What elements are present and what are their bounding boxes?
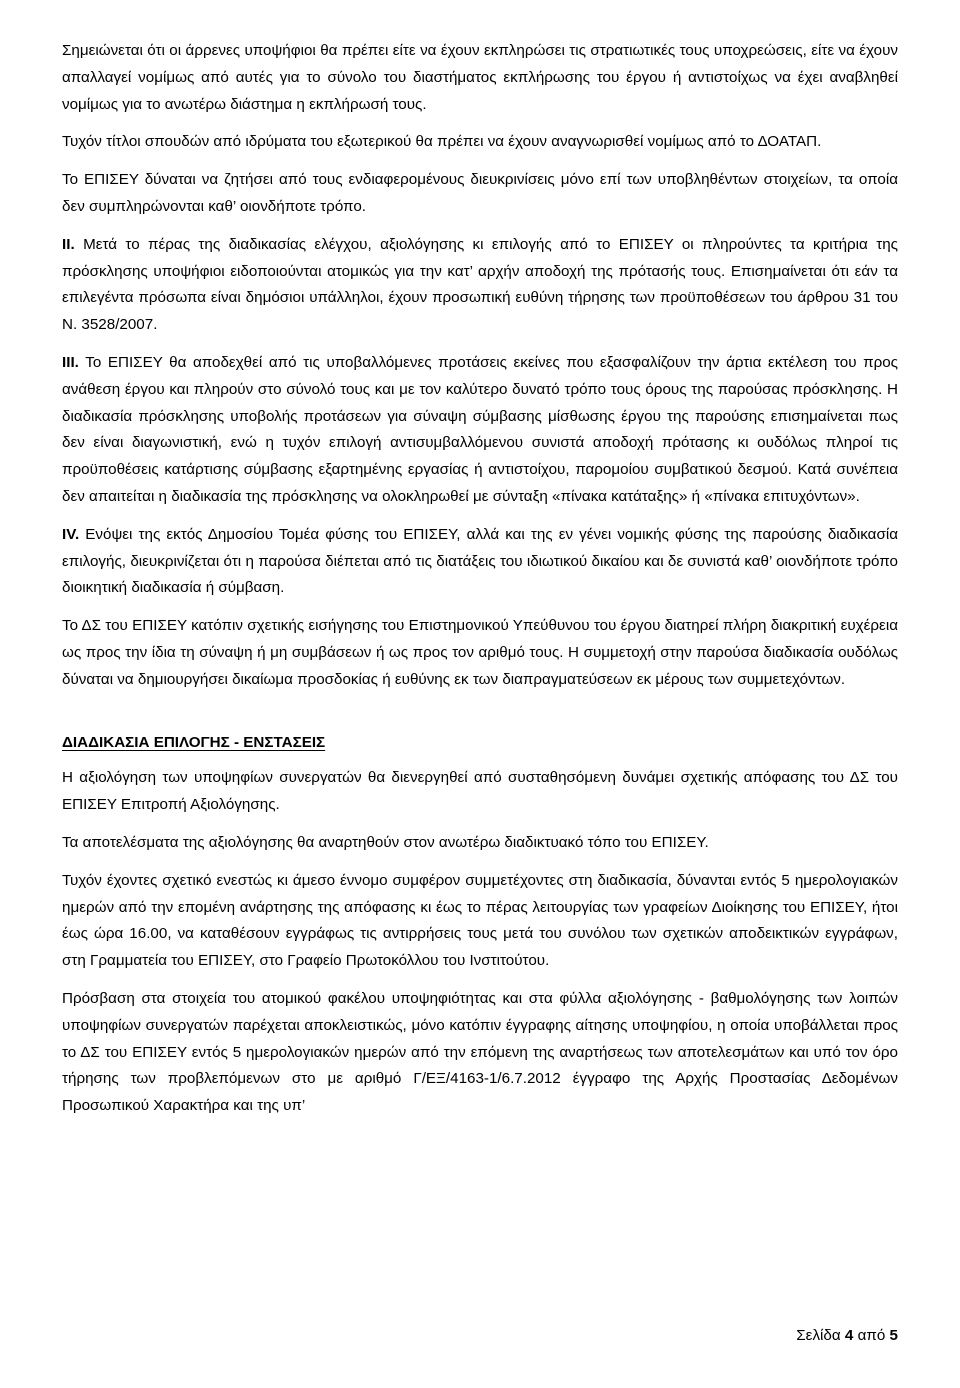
paragraph-text: Ενόψει της εκτός Δημοσίου Τομέα φύσης του ΕΠΙΣΕΥ, αλλά και της εν γένει νομικής φύσης της παρούσης διαδικασία επιλογής, διευκρινίζεται ότι η παρούσα διέπεται από τις διατάξεις του ιδιωτικού δικαίου και δε συνιστά καθ’ οιονδήποτε τρόπο διοικητική διαδικασία ή σύμβαση. bbox=[62, 525, 898, 597]
paragraph-evaluation-committee bbox=[62, 765, 898, 819]
paragraph-file-access bbox=[62, 986, 898, 1120]
paragraph-section-iv bbox=[62, 522, 898, 602]
paragraph-text: Η αξιολόγηση των υποψηφίων συνεργατών θα διενεργηθεί από συσταθησόμενη δυνάμει σχετικής απόφασης του ΔΣ του ΕΠΙΣΕΥ Επιτροπή Αξιολόγησης. bbox=[62, 769, 898, 814]
section-numeral: ΙΙ. bbox=[62, 235, 75, 253]
paragraph-objections bbox=[62, 868, 898, 975]
paragraph-board-discretion bbox=[62, 613, 898, 693]
paragraph-military-obligations bbox=[62, 38, 898, 118]
paragraph-section-ii bbox=[62, 232, 898, 339]
total-pages: 5 bbox=[889, 1327, 898, 1344]
section-numeral: IV. bbox=[62, 525, 80, 543]
paragraph-text: Τυχόν έχοντες σχετικό ενεστώς κι άμεσο έννομο συμφέρον συμμετέχοντες στη διαδικασία, δύνανται εντός 5 ημερολογιακών ημερών από την επομένη ανάρτησης της απόφασης κι έως το πέρας λειτουργίας των γραφείων Διοίκησης του ΕΠΙΣΕΥ, ήτοι έως ώρα 16.00, να καταθέσουν εγγράφως τις αντιρρήσεις τους μετά του συνόλου των σχετικών αποδεικτικών εγγράφων, στη Γραμματεία του ΕΠΙΣΕΥ, στο Γραφείο Πρωτοκόλλου του Ινστιτούτου. bbox=[62, 871, 898, 970]
paragraph-text: Μετά το πέρας της διαδικασίας ελέγχου, αξιολόγησης κι επιλογής από το ΕΠΙΣΕΥ οι πληρούντες τα κριτήρια της πρόσκλησης υποψήφιοι ειδοποιούνται ατομικώς για την κατ’ αρχήν αποδοχή της πρότασής τους. Επισημαίνεται ότι εάν τα επιλεγέντα πρόσωπα είναι δημόσιοι υπάλληλοι, έχουν προσωπική ευθύνη τήρησης των προϋποθέσεων του άρθρου 31 του Ν. 3528/2007. bbox=[62, 235, 898, 334]
section-heading: ΔΙΑΔΙΚΑΣΙΑ ΕΠΙΛΟΓΗΣ - ΕΝΣΤΑΣΕΙΣ bbox=[62, 733, 326, 751]
paragraph-text: Πρόσβαση στα στοιχεία του ατομικού φακέλου υποψηφιότητας και στα φύλλα αξιολόγησης - βαθμολόγησης των λοιπών υποψηφίων συνεργατών παρέχεται αποκλειστικώς, μόνο κατόπιν έγγραφης αίτησης υποψηφίου, η οποία υποβάλλεται προς το ΔΣ του ΕΠΙΣΕΥ εντός 5 ημερολογιακών ημερών από την επόμενη της αναρτήσεως των αποτελεσμάτων και υπό τον όρο τήρησης των προβλεπόμενων στο με αριθμό Γ/ΕΞ/4163-1/6.7.2012 έγγραφο της Αρχής Προστασίας Δεδομένων Προσωπικού Χαρακτήρα και της υπ’ bbox=[62, 989, 898, 1115]
current-page: 4 bbox=[844, 1327, 854, 1344]
paragraph-text: Το ΕΠΙΣΕΥ θα αποδεχθεί από τις υποβαλλόμενες προτάσεις εκείνες που εξασφαλίζουν την άρτια εκτέλεση του προς ανάθεση έργου και πληρούν στο σύνολό τους και με τον καλύτερο δυνατό τρόπο τους όρους της παρούσας πρόσκλησης. Η διαδικασία πρόσκλησης υποβολής προτάσεων για σύναψη σύμβασης μίσθωσης έργου της παρούσης επισημαίνεται πως δεν είναι διαγωνιστική, ενώ η τυχόν επιλογή αντισυμβαλλόμενου συνιστά αποδοχή πρότασης κι ουδόλως πληροί τις προϋποθέσεις κατάρτισης σύμβασης εξαρτημένης εργασίας ή αντιστοίχου, παρομοίου συμβατικού δεσμού. Κατά συνέπεια δεν απαιτείται η διαδικασία της πρόσκλησης να ολοκληρωθεί με σύνταξη «πίνακα κατάταξης» ή «πίνακα επιτυχόντων». bbox=[62, 353, 898, 505]
paragraph-results-posting bbox=[62, 830, 898, 857]
page-number bbox=[796, 1323, 898, 1349]
paragraph-clarifications bbox=[62, 167, 898, 221]
document-page bbox=[62, 38, 898, 1131]
paragraph-text: Σημειώνεται ότι οι άρρενες υποψήφιοι θα πρέπει είτε να έχουν εκπληρώσει τις στρατιωτικές τους υποχρεώσεις, είτε να έχουν απαλλαγεί νομίμως από αυτές για το σύνολο του διαστήματος εκπλήρωσης του έργου ή αντιστοίχως να έχει αναβληθεί νομίμως για το ανωτέρω διάστημα η εκπλήρωσή τους. bbox=[62, 42, 898, 113]
paragraph-text: Τυχόν τίτλοι σπουδών από ιδρύματα του εξωτερικού θα πρέπει να έχουν αναγνωρισθεί νομίμως από το ΔΟΑΤΑΠ. bbox=[62, 133, 822, 151]
section-numeral: ΙΙΙ. bbox=[62, 353, 79, 371]
paragraph-text: Τα αποτελέσματα της αξιολόγησης θα αναρτηθούν στον ανωτέρω διαδικτυακό τόπο του ΕΠΙΣΕΥ. bbox=[62, 833, 709, 851]
page-label: Σελίδα bbox=[796, 1327, 841, 1344]
paragraph-foreign-degrees bbox=[62, 129, 898, 156]
paragraph-text: Το ΔΣ του ΕΠΙΣΕΥ κατόπιν σχετικής εισήγησης του Επιστημονικού Υπεύθυνου του έργου διατηρεί πλήρη διακριτική ευχέρεια ως προς την ίδια τη σύναψη ή μη συμβάσεων ή ως προς τον αριθμό τους. Η συμμετοχή στην παρούσα διαδικασία ουδόλως δύναται να δημιουργήσει δικαίωμα προσδοκίας ή ευθύνης εκ των διαπραγματεύσεων εκ μέρους των συμμετεχόντων. bbox=[62, 617, 898, 688]
page-of-label: από bbox=[857, 1327, 886, 1344]
paragraph-text: Το ΕΠΙΣΕΥ δύναται να ζητήσει από τους ενδιαφερομένους διευκρινίσεις μόνο επί των υποβληθέντων στοιχείων, τα οποία δεν συμπληρώνονται καθ’ οιονδήποτε τρόπο. bbox=[62, 171, 898, 215]
paragraph-section-iii bbox=[62, 350, 898, 511]
